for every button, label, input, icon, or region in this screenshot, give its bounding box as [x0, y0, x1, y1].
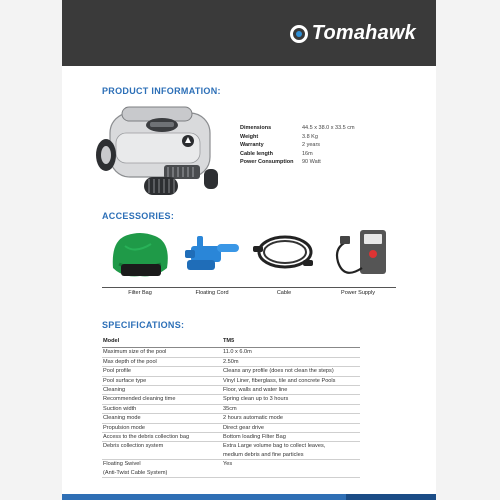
accessory-label-filter-bag: Filter Bag — [128, 290, 152, 296]
accessory-divider — [174, 287, 250, 288]
table-row: Debris collection system Extra Large volume bag to collect leaves, medium debris and fine particles — [102, 442, 360, 460]
table-header-row — [102, 337, 360, 348]
floating-cord-icon — [177, 228, 247, 283]
cable-icon — [249, 228, 319, 283]
table-row: Access to the debris collection bag Bottom loading Filter Bag — [102, 433, 360, 442]
spec-cable-length: Cable length 16m — [240, 150, 313, 157]
table-row: Cleaning Floor, walls and water line — [102, 386, 360, 395]
model-value: TM5 — [222, 337, 360, 348]
accessory-label-power-supply: Power Supply — [341, 290, 375, 296]
tomahawk-logo-icon — [290, 25, 308, 43]
spec-dimensions: Dimensions 44.5 x 38.0 x 33.5 cm — [240, 125, 355, 132]
table-row: Pool surface type Vinyl Liner, fiberglass, tile and concrete Pools — [102, 376, 360, 385]
model-label: Model — [102, 337, 222, 348]
table-row: Floating Swivel (Anti-Twist Cable System) Yes — [102, 460, 360, 478]
accessory-divider — [246, 287, 322, 288]
brand-name: Tomahawk — [311, 22, 416, 44]
table-row: Propulsion mode Direct gear drive — [102, 423, 360, 432]
accessory-label-cable: Cable — [276, 290, 292, 296]
table-row: Max depth of the pool 2.50m — [102, 357, 360, 366]
accessory-divider — [102, 287, 178, 288]
accessory-label-floating-cord: Floating Cord — [195, 290, 229, 296]
product-specs-list — [240, 124, 355, 167]
filter-bag-icon — [105, 228, 175, 283]
accessories-heading: ACCESSORIES: — [102, 211, 175, 221]
table-row: Suction width 35cm — [102, 404, 360, 413]
brand-header — [62, 0, 436, 66]
table-row: Cleaning mode 2 hours automatic mode — [102, 414, 360, 423]
pool-robot-image — [92, 103, 222, 205]
table-row: Recommended cleaning time Spring clean up to 3 hours — [102, 395, 360, 404]
power-supply-icon — [324, 228, 394, 283]
product-sheet — [62, 0, 436, 500]
table-row: Pool profile Cleans any profile (does not clean the steps) — [102, 367, 360, 376]
specifications-heading: SPECIFICATIONS: — [102, 320, 185, 330]
spec-power-consumption: Power Consumption 90 Watt — [240, 159, 321, 166]
product-info-heading: PRODUCT INFORMATION: — [102, 86, 221, 96]
spec-weight: Weight 3.8 Kg — [240, 133, 318, 140]
brand-logo — [290, 22, 416, 45]
accessory-divider — [320, 287, 396, 288]
spec-warranty: Warranty 2 years — [240, 142, 321, 149]
table-row: Maximum size of the pool 11.0 x 6.0m — [102, 348, 360, 357]
footer-accent-bar — [62, 494, 436, 500]
specifications-table — [102, 337, 360, 478]
